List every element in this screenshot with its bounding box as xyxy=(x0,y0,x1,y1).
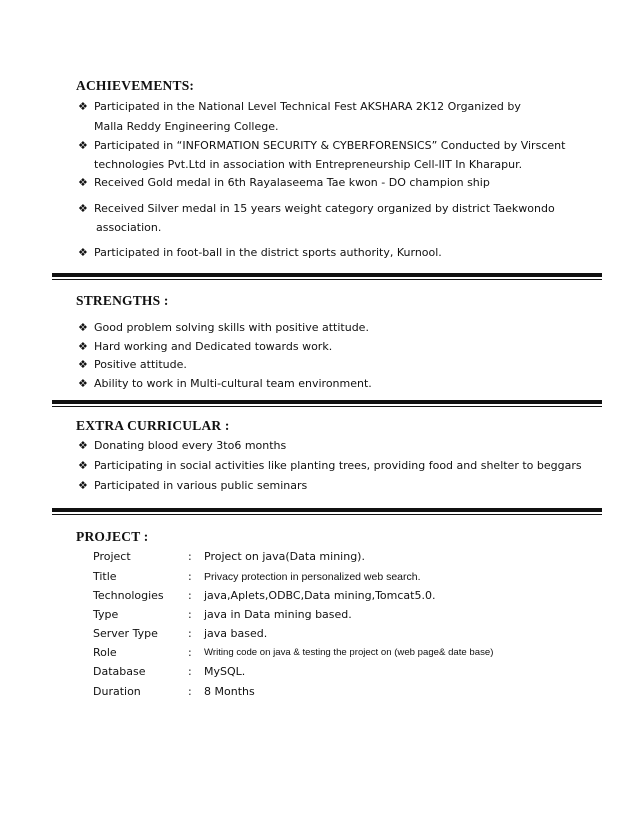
project-row-value: MySQL. xyxy=(204,665,246,678)
bullet-icon: ❖ xyxy=(78,358,88,371)
project-row-value: Privacy protection in personalized web search. xyxy=(204,571,421,583)
section-divider xyxy=(52,508,602,515)
project-row-separator: : xyxy=(188,665,192,678)
project-row-label: Duration xyxy=(93,685,141,698)
project-row-label: Server Type xyxy=(93,627,158,640)
bullet-icon: ❖ xyxy=(78,377,88,390)
extra-curricular-heading: EXTRA CURRICULAR : xyxy=(76,418,230,433)
achievement-item-continued: association. xyxy=(96,221,162,234)
bullet-icon: ❖ xyxy=(78,479,88,492)
project-row-label: Project xyxy=(93,550,131,563)
project-row-label: Type xyxy=(93,608,119,621)
achievement-item-continued: technologies Pvt.Ltd in association with Entrepreneurship Cell-IIT In Kharapur. xyxy=(94,158,523,171)
project-row-value: java in Data mining based. xyxy=(204,608,352,621)
resume-page: ACHIEVEMENTS: ❖ Participated in the National Level Technical Fest AKSHARA 2K12 Organized by Malla Reddy Engineering College. ❖ Participated in “INFORMATION SECURITY & CYBERFORENSICS” Conducted by Virscent technologies Pvt.Ltd in association with Entrepreneurship Cell-IIT In Kharapur. ❖ Received Gold medal in 6th Rayalaseema Tae kwon - DO champion ship ❖ Received Silver medal in 15 years weight category organized by district Taekwondo association. ❖ Participated in foot-ball in the district sports authority, Kurnool. STRENGTHS : ❖ Good problem solving skills with positive attitude. ❖ Hard working and Dedicated towards work. ❖ Positive attitude. ❖ Ability to work in Multi-cultural team environment. EXTRA CURRICULAR : ❖ Donating blood every 3to6 months ❖ Participating in social activities like planting trees, providing food and shelter to beggars ❖ Participated in various public seminars PROJECT : Project : Project on java(Data mining). Title : Privacy protection in personalized web search. Technologies : java,Aplets,ODBC,Data mining,Tomcat5.0. Type : java in Data mining based. Server Type : java based. Role : Writing code on java & testing the project on (web page& date base) Database : MySQL. Duration : 8 Months xyxy=(0,0,638,826)
project-row-label: Title xyxy=(93,570,117,583)
project-row-separator: : xyxy=(188,570,192,583)
bullet-icon: ❖ xyxy=(78,100,88,113)
project-row-value: Writing code on java & testing the project on (web page& date base) xyxy=(204,647,494,658)
project-row-separator: : xyxy=(188,685,192,698)
project-row-separator: : xyxy=(188,550,192,563)
project-row-value: 8 Months xyxy=(204,685,255,698)
bullet-icon: ❖ xyxy=(78,459,88,472)
project-row-separator: : xyxy=(188,589,192,602)
project-row-value: java based. xyxy=(204,627,268,640)
bullet-icon: ❖ xyxy=(78,202,88,215)
project-row-separator: : xyxy=(188,608,192,621)
bullet-icon: ❖ xyxy=(78,139,88,152)
project-row-separator: : xyxy=(188,646,192,659)
bullet-icon: ❖ xyxy=(78,340,88,353)
project-row-label: Role xyxy=(93,646,117,659)
project-row-separator: : xyxy=(188,627,192,640)
bullet-icon: ❖ xyxy=(78,176,88,189)
bullet-icon: ❖ xyxy=(78,246,88,259)
section-divider xyxy=(52,400,602,407)
strengths-heading: STRENGTHS : xyxy=(76,293,169,308)
project-heading: PROJECT : xyxy=(76,529,149,544)
achievements-heading: ACHIEVEMENTS: xyxy=(76,78,195,93)
section-divider xyxy=(52,273,602,280)
bullet-icon: ❖ xyxy=(78,321,88,334)
achievement-item-continued: Malla Reddy Engineering College. xyxy=(94,120,279,133)
project-row-label: Database xyxy=(93,665,146,678)
project-row-value: Project on java(Data mining). xyxy=(204,550,365,563)
bullet-icon: ❖ xyxy=(78,439,88,452)
project-row-label: Technologies xyxy=(93,589,164,602)
project-row-value: java,Aplets,ODBC,Data mining,Tomcat5.0. xyxy=(204,589,436,602)
